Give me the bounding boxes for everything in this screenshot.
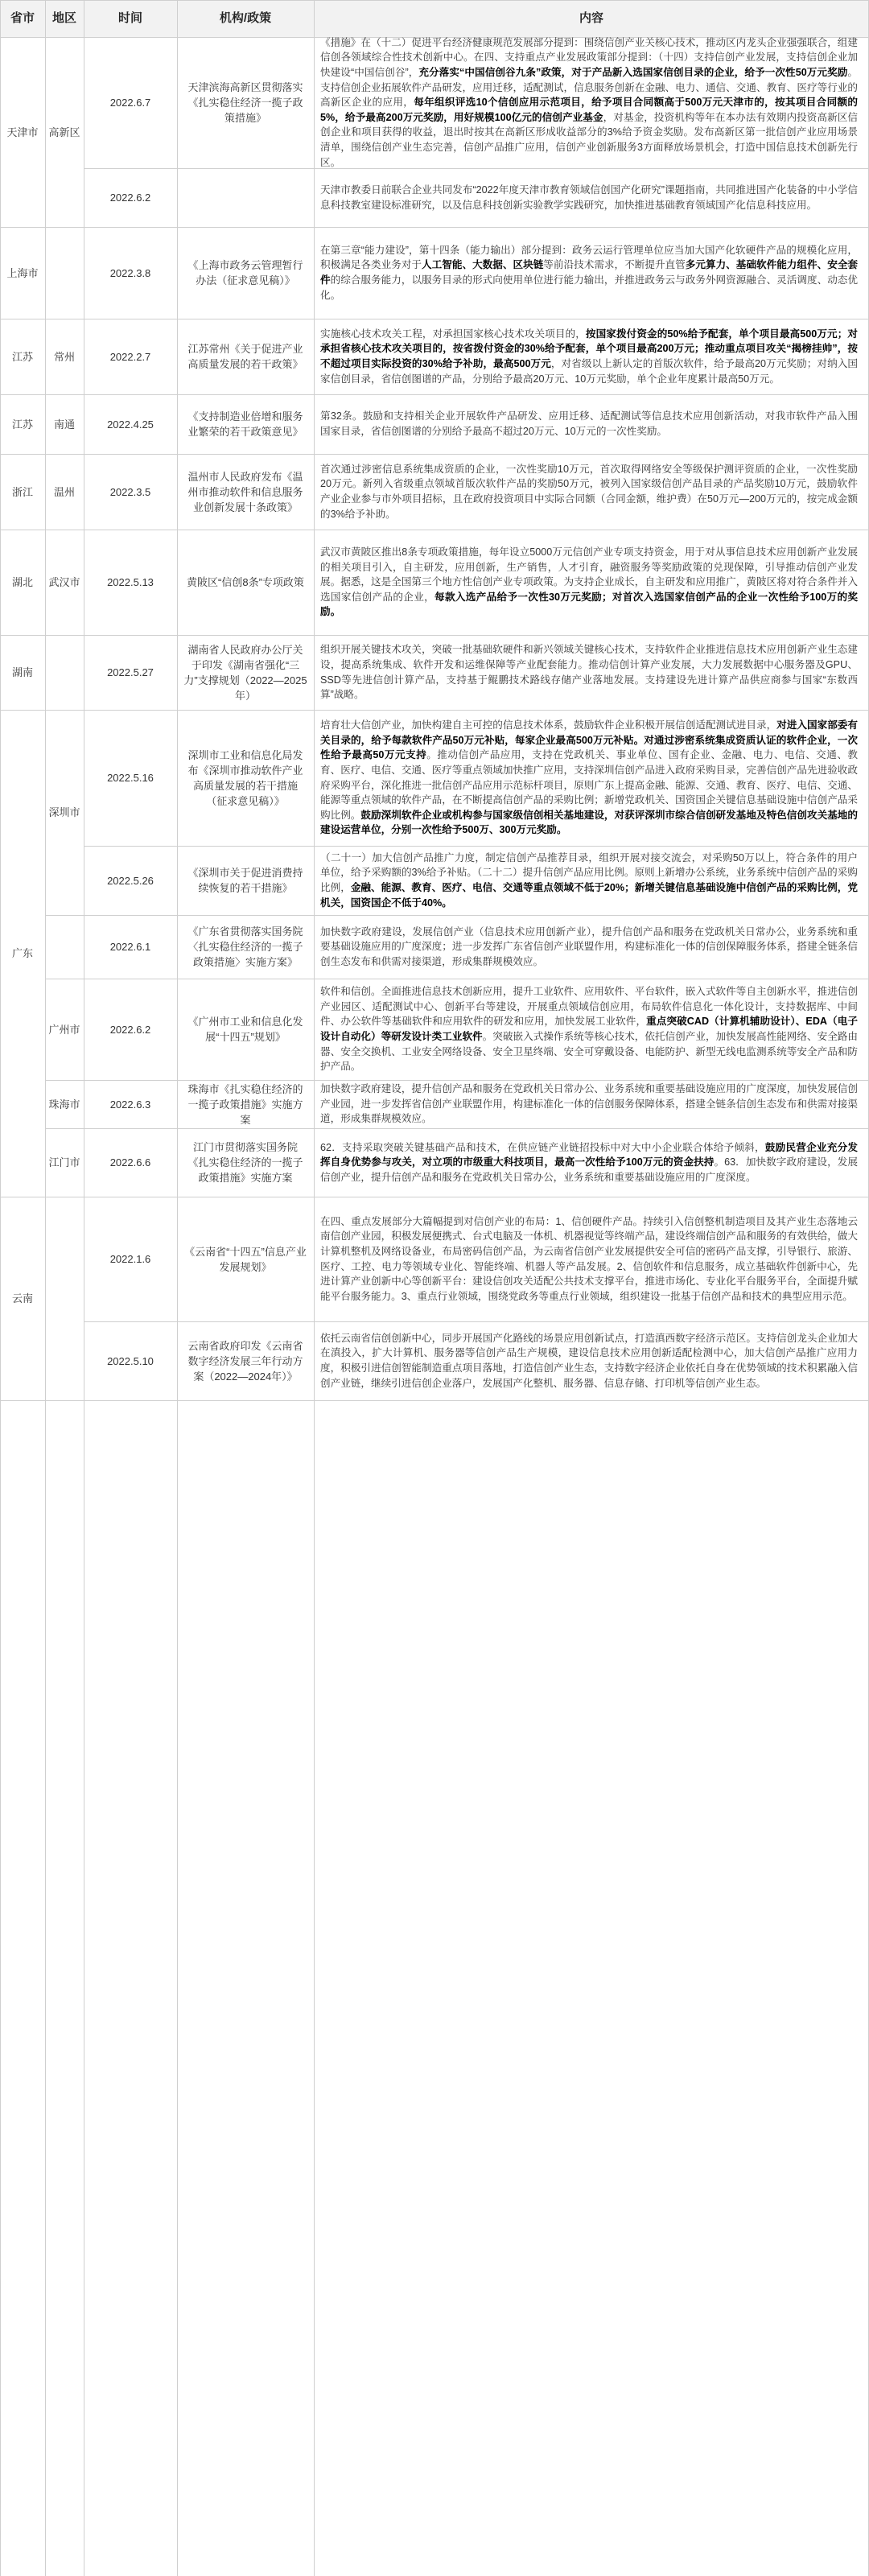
content-text: 。突破嵌入式操作系统等核心技术，依托信创产业，加快发展高性能网络、安全路由器、安全交换机、工业安全网络设备、安全卫星终端、安全可穿戴设备、电能防护、新型无线电监测系统等安全产品和防护产品。 <box>320 1031 859 1073</box>
province-cell: 云南 <box>11 1292 33 1304</box>
date-cell: 2022.3.5 <box>109 485 151 498</box>
area-cell: 广州市 <box>48 1023 80 1036</box>
content-emphasis: 对进入国家部委有关目录的，给予每款软件产品50万元补贴，每家企业最高500万元补贴。对通过涉密系统集成资质认证的软件企业，一次性给予最高50万元支持 <box>320 719 859 761</box>
area-cell: 高新区 <box>48 126 80 138</box>
content-cell <box>320 1197 858 1321</box>
org-cell: 天津滨海高新区贯彻落实《扎实稳住经济一揽子政策措施》 <box>187 81 303 124</box>
content-emphasis: 充分落实“中国信创谷九条”政策，对于产品新入选国家信创目录的企业，给予一次性50万元奖励 <box>418 67 848 79</box>
org-cell: 《广东省贯彻落实国务院〈扎实稳住经济的一揽子政策措施〉实施方案》 <box>187 925 303 968</box>
org-cell: 湖南省人民政府办公厅关于印发《湖南省强化“三力”支撑规划（2022—2025年） <box>183 643 307 702</box>
org-cell <box>177 168 314 227</box>
content-text: 培育壮大信创产业，加快构建自主可控的信息技术体系，鼓励软件企业积极开展信创适配测试进目录， <box>320 719 777 732</box>
header-content: 内容 <box>579 11 603 25</box>
area-cell: 武汉市 <box>48 576 80 588</box>
content-text: 第32条。鼓励和支持相关企业开展软件产品研发、应用迁移、适配测试等信息技术应用创新活动，对我市软件产品入围国家目录，省信创图谱的分别给予最高不超过20万元、10万元的一次性奖励。 <box>320 410 858 437</box>
content-text: ，对省级以上新认定的首版次软件，给予最高20万元奖励；对纳入国家信创目录，省信创图谱的产品，分别给予最高20万元、10万元奖励，单个企业年度累计最高50万元。 <box>320 358 858 385</box>
content-cell <box>320 394 858 454</box>
area-cell: 珠海市 <box>48 1098 80 1111</box>
content-cell <box>320 454 858 530</box>
content-cell <box>320 915 858 979</box>
content-text: 加快数字政府建设，发展信创产业（信息技术应用创新产业），提升信创产品和服务在党政机关日常办公，业务系统和重要基础设施应用的广度深度；进一步发挥广东省信创产业联盟作用，构建标准化一体的信创保障服务体系，搭建全链条信创生态发布和供需对接渠道，形成集群规模效应。 <box>320 925 858 967</box>
content-cell <box>320 635 858 710</box>
grid-line <box>0 0 869 1</box>
date-cell: 2022.5.27 <box>107 666 154 678</box>
date-cell: 2022.3.8 <box>109 266 151 279</box>
area-cell: 江门市 <box>48 1156 80 1168</box>
content-cell <box>320 37 858 168</box>
date-cell: 2022.5.16 <box>107 772 154 784</box>
content-text: 武汉市黄陂区推出8条专项政策措施，每年设立5000万元信创产业专项支持资金，用于对从事信息技术应用创新产业发展的相关项目引入，自主研发，应用创新，生产销售，人才引育，融资服务等奖励政策的兑现保障，引导推动信创产业发展。据悉，这是全国第三个地方性信创产业专项政策。为支持企业成长，自主研发和应用推广，黄陂区将对符合条件并入选国家信创产品的企业， <box>320 546 858 603</box>
content-text: 。63．加快数字政府建设，发展信创产业，提升信创产品和服务在党政机关日常办公，业务系统和重要基础设施应用的广度深度。 <box>320 1156 859 1183</box>
date-cell: 2022.4.25 <box>107 418 154 431</box>
province-cell: 天津市 <box>6 126 39 138</box>
org-cell: 珠海市《扎实稳住经济的一揽子政策措施》实施方案 <box>187 1082 303 1126</box>
date-cell: 2022.2.7 <box>109 350 151 363</box>
area-cell: 深圳市 <box>48 806 80 818</box>
content-text: 加快数字政府建设，提升信创产品和服务在党政机关日常办公、业务系统和重要基础设施应用的广度深度，加快发展信创产业园，进一步发挥省信创产业联盟作用，构建标准化一体的信创服务保障体系，搭建全链条信创生态发布和供需对接渠道，形成集群规模效应。 <box>320 1083 858 1125</box>
content-text: （二十一）加大信创产品推广力度，制定信创产品推荐目录，组织开展对接交流会，对采购50万以上，符合条件的用户单位，给予采购额的3%给予补贴。（二十二）提升信创产品应用比例。原则上新增办公系统，业务系统中信创产品的采购比例， <box>320 851 858 893</box>
header-area: 地区 <box>51 11 76 25</box>
area-cell: 温州 <box>53 485 75 498</box>
date-cell: 2022.6.6 <box>109 1156 151 1168</box>
grid-line <box>0 1400 869 1401</box>
province-cell: 江苏 <box>11 418 33 431</box>
content-cell <box>320 710 858 846</box>
content-text: 软件和信创。全面推进信息技术创新应用，提升工业软件、应用软件、平台软件，嵌入式软件等自主创新水平，推进信创产业园区、适配测试中心、创新平台等建设，开展重点领域信创应用，布局软件信息化一体化设计，支持数据库、中间件、办公软件等基础软件和应用软件的研发和应用，加快发展工业软件， <box>320 986 858 1028</box>
content-emphasis: 鼓励深圳软件企业或机构参与国家级信创相关基地建设，对获评深圳市综合信创研发基地及特色信创攻关基地的建设运营单位，分别一次性给予500万、300万元奖励。 <box>320 809 859 836</box>
grid-line <box>314 0 315 2576</box>
content-text: 天津市教委日前联合企业共同发布“2022年度天津市教育领域信创国产化研究”课题指南，共同推进国产化装备的中小学信息科技教室建设标准研究，以及信息科技创新实验教学实践研究，加快推进基础教育领域国产化信息科技应用。 <box>320 183 858 211</box>
header-province: 省市 <box>10 11 35 25</box>
content-text: 的综合服务能力，以服务目录的形式向使用单位进行能力输出，并推进政务云与政务外网资源融合、灵活调度、动态优化。 <box>320 274 859 301</box>
province-cell: 湖北 <box>11 576 33 588</box>
date-cell: 2022.6.2 <box>109 1023 151 1036</box>
org-cell: 深圳市工业和信息化局发布《深圳市推动软件产业高质量发展的若干措施（征求意见稿）》 <box>187 748 303 807</box>
area-cell: 常州 <box>53 350 75 363</box>
org-cell: 黄陂区“信创8条”专项政策 <box>187 576 304 588</box>
content-emphasis: 多元算力、基础软件能力组件、安全套件 <box>320 259 859 286</box>
content-text: 62．支持采取突破关键基础产品和技术，在供应链产业链招投标中对大中小企业联合体给予倾斜， <box>320 1141 765 1153</box>
content-cell <box>320 1321 858 1400</box>
content-emphasis: 人工智能、大数据、区块链 <box>422 259 544 271</box>
content-text: 组织开展关键技术攻关，突破一批基础软硬件和新兴领域关键核心技术，支持软件企业推进信息技术应用创新产业生态建设，提高系统集成、软件开发和运维保障等产业配套能力。推动信创计算产业发展，大力发展数据中心服务器及GPU、SSD等先进信创计算产品，支持基于鲲鹏技术路线存储产业落地发展。支持建设先进计算产品供应商参与国家“东数西算”战略。 <box>320 644 858 701</box>
org-cell: 《云南省“十四五”信息产业发展规划》 <box>184 1245 307 1273</box>
content-cell <box>320 846 858 915</box>
date-cell: 2022.6.1 <box>109 941 151 953</box>
area-cell: 南通 <box>53 418 75 431</box>
date-cell: 2022.5.10 <box>107 1354 154 1367</box>
content-emphasis: 金融、能源、教育、医疗、电信、交通等重点领域不低于20%；新增关键信息基础设施中信创产品的采购比例，党机关，国资国企不低于40%。 <box>320 882 858 909</box>
content-cell <box>320 979 858 1080</box>
content-text: 等前沿技术需求，不断提升直管 <box>543 259 686 271</box>
content-cell <box>320 319 858 394</box>
content-text: 实施核心技术攻关工程，对承担国家核心技术攻关项目的， <box>320 328 586 340</box>
content-emphasis: 每款入选产品给予一次性30万元奖励；对首次入选国家信创产品的企业一次性给予100万的奖励。 <box>320 591 858 618</box>
org-cell: 《深圳市关于促进消费持续恢复的若干措施》 <box>187 867 303 894</box>
table-header <box>0 0 869 38</box>
org-cell: 《上海市政务云管理暂行办法（征求意见稿）》 <box>187 259 303 286</box>
org-cell: 江苏常州《关于促进产业高质量发展的若干政策》 <box>187 343 303 370</box>
content-text: 在四、重点发展部分大篇幅提到对信创产业的布局：1、信创硬件产品。持续引入信创整机制造项目及其产业生态落地云南信创产业园，积极发展便携式、台式电脑及一体机、机器视觉等终端产品，建设终端信创产品和服务的有效供给，做大计算机整机及网络设备业，布局密码信创产品，为云南省信创产业发展提供安全可信的密码产品支撑，引导银行、旅游、医疗、工控、电力等领域专业化、智能终端、机器人等产品发展。2、信创软件和信息服务，成立基础软件创新中心，先进计算产业创新中心等创新平台：建设信创攻关适配公共技术支撑平台，推进市场化、专业化平台服务平台，全面提升赋能平台服务能力。3、重点行业领域，围绕党政务等重点行业领域，组织建设一批基于信创产品和技术的典型应用示范。 <box>320 1215 858 1302</box>
date-cell: 2022.1.6 <box>109 1253 151 1265</box>
org-cell: 江门市贯彻落实国务院《扎实稳住经济的一揽子政策措施》实施方案 <box>187 1141 303 1184</box>
content-text: ，对基金，投资机构等年在本办法有效期内投资高新区信创企业和项目获得的收益，退出时按其在高新区形成收益部分的3%给予资金奖励。发布高新区第一批信创产业应用场景清单，围绕信创产业生态完善，信创产品推广应用，信创产业创新服务3方面释放场景机会，打造中国信息技术创新先行区。 <box>320 111 859 168</box>
content-cell <box>320 1080 858 1128</box>
content-cell <box>320 168 858 227</box>
content-emphasis: 每年组织评选10个信创应用示范项目，给予项目合同额高于500万元天津市的，按其项目合同额的5%，给予最高200万元奖励，用好规模100亿元的信创产业基金 <box>320 97 858 123</box>
org-cell: 温州市人民政府发布《温州市推动软件和信息服务业创新发展十条政策》 <box>187 470 303 513</box>
content-text: 在第三章“能力建设”，第十四条（能力输出）部分提到：政务云运行管理单位应当加大国产化软硬件产品的规模化应用，积极满足各类业务对于 <box>320 244 858 271</box>
date-cell: 2022.6.2 <box>109 192 151 204</box>
province-cell: 上海市 <box>6 266 39 279</box>
content-cell <box>320 530 858 635</box>
date-cell: 2022.5.26 <box>107 874 154 887</box>
org-cell: 《广州市工业和信息化发展“十四五”规划》 <box>187 1016 303 1043</box>
content-emphasis: 按国家拨付资金的50%给予配套，单个项目最高500万元；对承担省核心技术攻关项目的，按省拨付资金的30%给予配套，单个项目最高200万元；推动重点项目攻关“揭榜挂帅”，按不超过项目实际投资的30%给予补助，最高500万元 <box>320 328 858 369</box>
header-time: 时间 <box>117 11 142 25</box>
content-text: 。推动信创产品应用，支持在党政机关、事业单位、国有企业、金融、电力、电信、交通、教育、医疗、电信、交通、医疗等重点领域加快推广应用，支持深圳信创产品进入政府采购目录，完善信创产品先进验收政府采购平台，深化推进一批信创产品应用示范标杆项目，原则广东上提高金融、能源、交通、教育、医疗、电信、交通、能源等重点领域的软件产品，在不断提高信创产品的采购比例；新增党政机关、国资国企关键信息基础设施中信创产品采购比例。 <box>320 749 859 821</box>
content-text: 依托云南省信创创新中心，同步开展国产化路线的场景应用创新试点，打造滇西数字经济示范区。支持信创龙头企业加大在滇投入，扩大计算机、服务器等信创产品生产规模，建设信息技术应用创新适配检测中心，加大信创产品推广应用力度，积极引进信创智能制造重点项目落地，打造信创产业生态，支持数字经济企业依托自身在优势领域的技术积累融入信创产业链，继续引进信创企业落户，发展国产化整机、服务器、信息存储、打印机等信创产业生态。 <box>320 1332 858 1389</box>
content-emphasis: 鼓励民营企业充分发挥自身优势参与攻关，对立项的市级重大科技项目，最高一次性给予100万元的资金扶持 <box>320 1141 858 1168</box>
content-text: 首次通过涉密信息系统集成资质的企业，一次性奖励10万元，首次取得网络安全等级保护测评资质的企业，一次性奖励20万元。新列入省级重点领域首版次软件产品的奖励50万元，被列入国家级信创产品目录的产品奖励10万元，鼓励软件产业企业参与市外项目招标，且在政府投资项目中实际合同额（合同金额，维护费）在50万元—200万元的，按完成金额的3%给予补助。 <box>320 463 858 520</box>
content-emphasis: 重点突破CAD（计算机辅助设计）、EDA（电子设计自动化）等研发设计类工业软件 <box>320 1016 859 1042</box>
province-cell: 广东 <box>11 947 33 959</box>
header-org: 机构/政策 <box>219 11 272 25</box>
province-cell: 浙江 <box>11 485 33 498</box>
content-cell <box>320 1128 858 1197</box>
date-cell: 2022.5.13 <box>107 576 154 588</box>
content-cell <box>320 227 858 319</box>
province-cell: 湖南 <box>11 666 33 678</box>
content-text: 《措施》在（十二）促进平台经济健康规范发展部分提到：围绕信创产业关核心技术，推动区内龙头企业强强联合，组建信创各领域综合性技术创新中心。在四、支持重点产业发展政策部分提到：（十四）支持信创产业发展，支持信创企业加快建设“中国信创谷”， <box>320 36 858 79</box>
province-cell: 江苏 <box>11 350 33 363</box>
org-cell: 云南省政府印发《云南省数字经济发展三年行动方案（2022—2024年）》 <box>187 1339 303 1383</box>
org-cell: 《支持制造业倍增和服务业繁荣的若干政策意见》 <box>187 410 303 438</box>
date-cell: 2022.6.3 <box>109 1098 151 1111</box>
content-text: 。支持信创企业拓展软件产品研发，应用迁移，适配测试，信息服务创新在金融、电力、通信、交通、教育、医疗等行业的高新区企业的应用， <box>320 67 858 109</box>
date-cell: 2022.6.7 <box>109 97 151 109</box>
